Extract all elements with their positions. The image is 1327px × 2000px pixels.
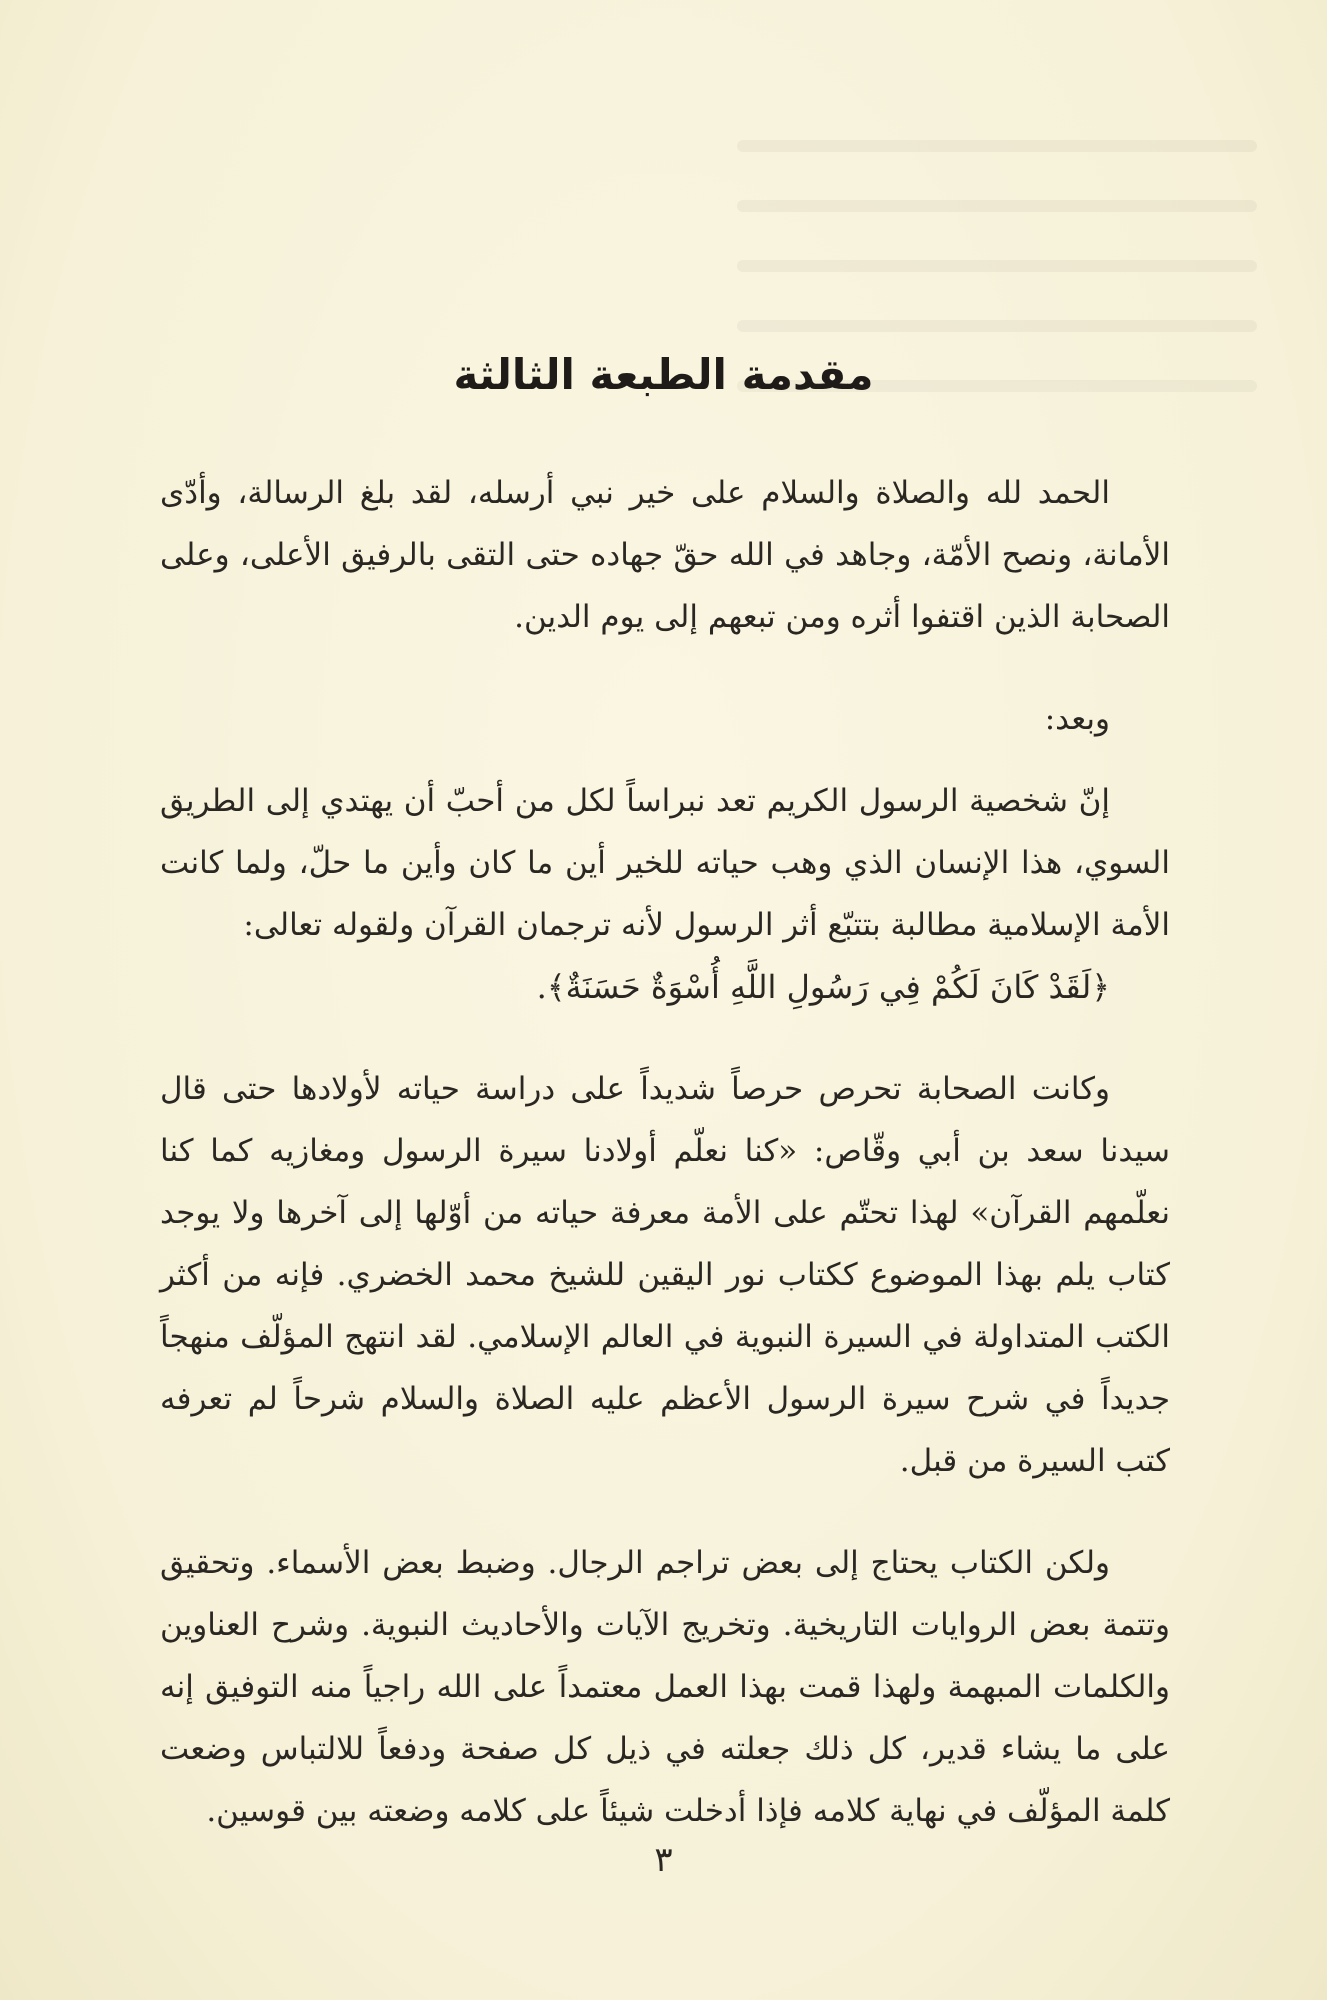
page-number: ٣: [654, 1840, 673, 1880]
page-title: مقدمة الطبعة الثالثة: [453, 350, 874, 399]
bleed-through-text: [737, 140, 1257, 470]
paragraph-transition: وبعد:: [1044, 701, 1110, 737]
paragraph-character-text: إنّ شخصية الرسول الكريم تعد نبراساً لكل من أحبّ أن يهتدي إلى الطريق السوي، هذا الإنسان الذي وهب حياته للخير أين ما كان وأين ما حلّ، ولما كانت الأمة الإسلامية مطالبة بتتبّع أثر الرسول لأنه ترجمان القرآن ولقوله تعالى:: [160, 783, 1170, 943]
quran-verse: ﴿لَقَدْ كَانَ لَكُمْ فِي رَسُولِ اللَّهِ أُسْوَةٌ حَسَنَةٌ﴾.: [536, 968, 1110, 1006]
paragraph-character: [160, 770, 1170, 1018]
paragraph-method: ولكن الكتاب يحتاج إلى بعض تراجم الرجال. وضبط بعض الأسماء. وتحقيق وتتمة بعض الروايات التاريخية. وتخريج الآيات والأحاديث النبوية. وشرح العناوين والكلمات المبهمة ولهذا قمت بهذا العمل معتمداً على الله راجياً منه التوفيق إنه على ما يشاء قدير، كل ذلك جعلته في ذيل كل صفحة ودفعاً للالتباس وضعت كلمة المؤلّف في نهاية كلامه فإذا أدخلت شيئاً على كلامه وضعته بين قوسين.: [160, 1545, 1170, 1829]
body-text: [160, 462, 1170, 1882]
paragraph-companions: وكانت الصحابة تحرص حرصاً شديداً على دراسة حياته لأولادها حتى قال سيدنا سعد بن أبي وقّاص: «كنا نعلّم أولادنا سيرة الرسول ومغازيه كما كنا نعلّمهم القرآن» لهذا تحتّم على الأمة معرفة حياته من أوّلها إلى آخرها ولا يوجد كتاب يلم بهذا الموضوع ككتاب نور اليقين للشيخ محمد الخضري. فإنه من أكثر الكتب المتداولة في السيرة النبوية في العالم الإسلامي. لقد انتهج المؤلّف منهجاً جديداً في شرح سيرة الرسول الأعظم عليه الصلاة والسلام شرحاً لم تعرفه كتب السيرة من قبل.: [160, 1071, 1170, 1479]
paragraph-opening: الحمد لله والصلاة والسلام على خير نبي أرسله، لقد بلغ الرسالة، وأدّى الأمانة، ونصح الأمّة، وجاهد في الله حقّ جهاده حتى التقى بالرفيق الأعلى، وعلى الصحابة الذين اقتفوا أثره ومن تبعهم إلى يوم الدين.: [160, 475, 1170, 635]
